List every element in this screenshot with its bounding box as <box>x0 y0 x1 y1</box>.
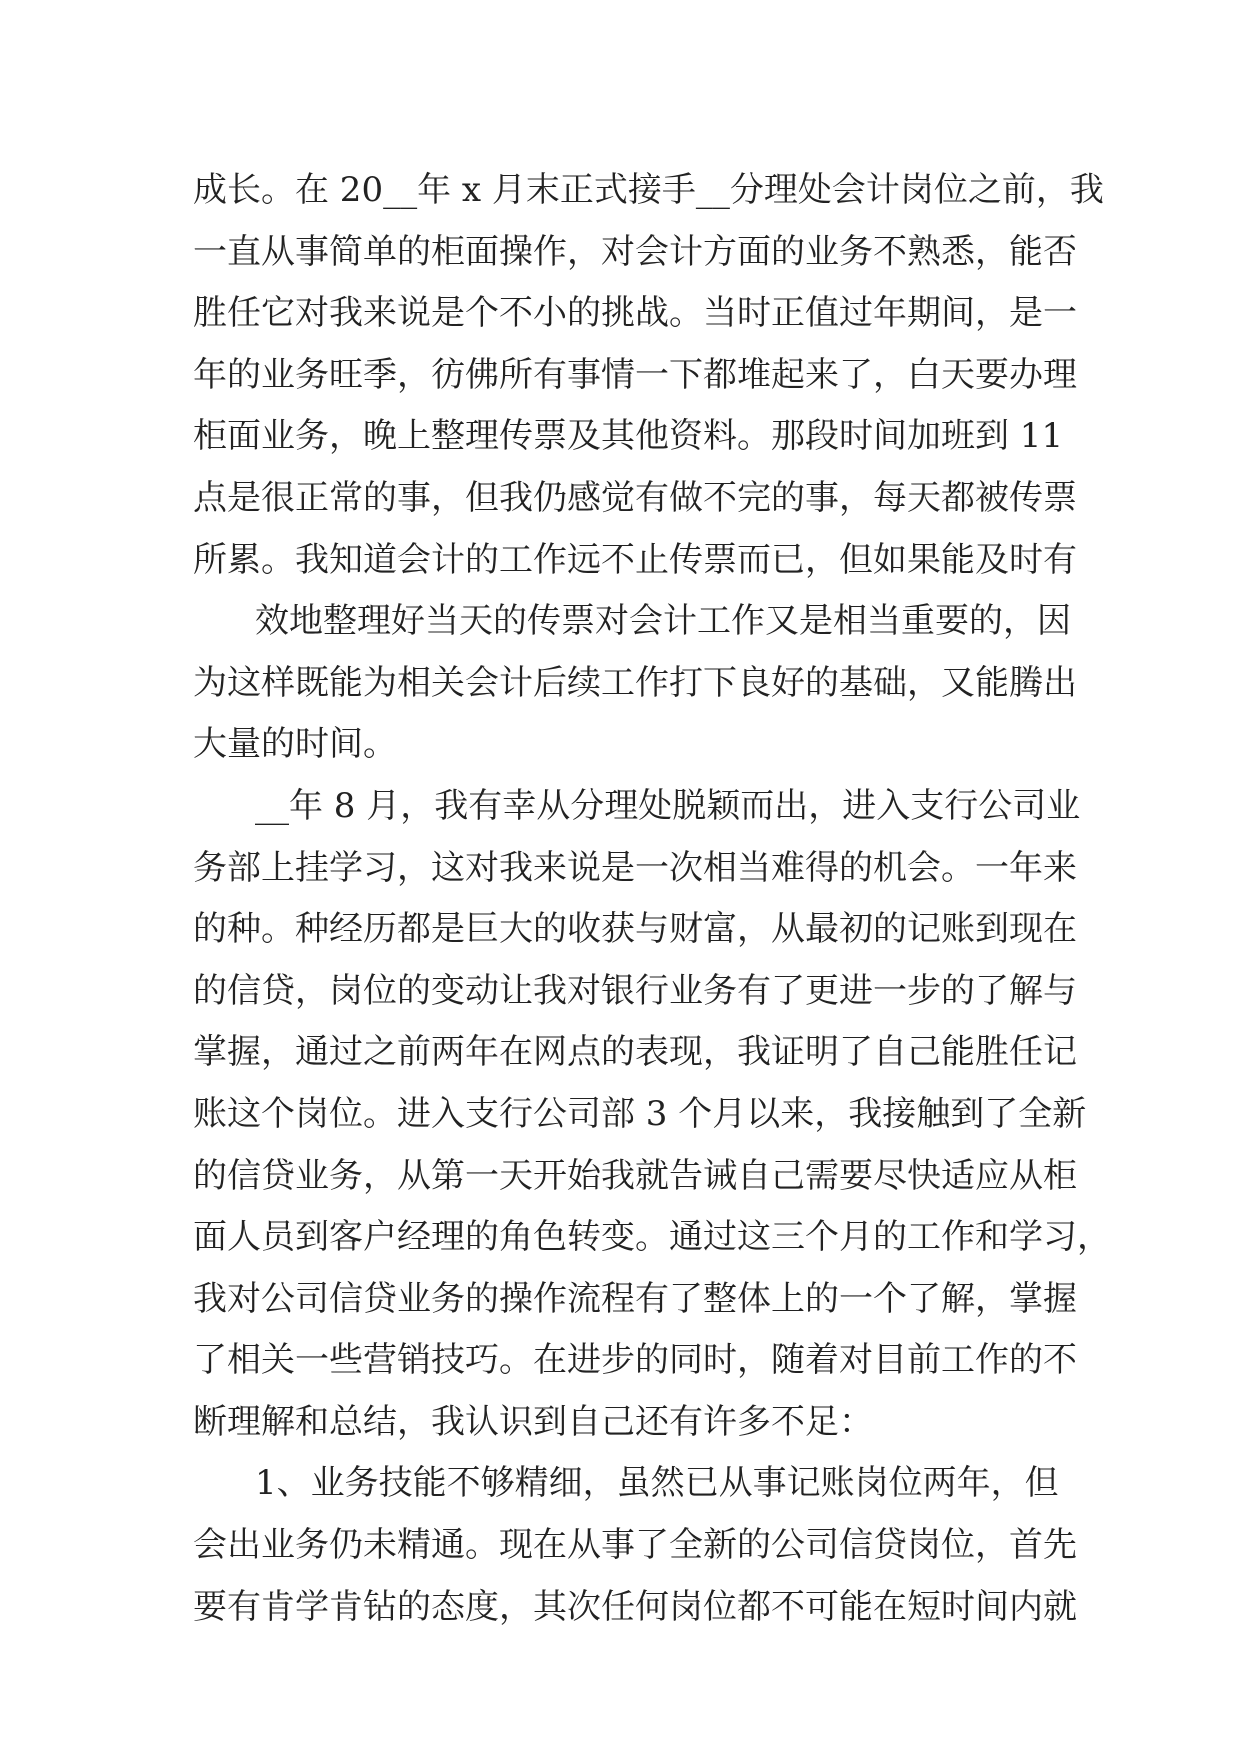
text-line: 效地整理好当天的传票对会计工作又是相当重要的，因 <box>255 601 1071 642</box>
text-line: 点是很正常的事，但我仍感觉有做不完的事，每天都被传票 <box>193 477 1077 518</box>
text-line: 我对公司信贷业务的操作流程有了整体上的一个了解，掌握 <box>193 1278 1077 1319</box>
text-line: 年的业务旺季，彷佛所有事情一下都堆起来了，白天要办理 <box>193 354 1077 395</box>
text-line: 柜面业务，晚上整理传票及其他资料。那段时间加班到 11 <box>193 416 1064 457</box>
text-line: 的信贷业务，从第一天开始我就告诫自己需要尽快适应从柜 <box>193 1155 1077 1196</box>
text-line: 大量的时间。 <box>193 724 397 765</box>
text-line: 为这样既能为相关会计后续工作打下良好的基础，又能腾出 <box>193 662 1077 703</box>
text-line: 胜任它对我来说是个不小的挑战。当时正值过年期间，是一 <box>193 293 1077 334</box>
text-line: 账这个岗位。进入支行公司部 3 个月以来，我接触到了全新 <box>193 1093 1087 1134</box>
text-line: 一直从事简单的柜面操作，对会计方面的业务不熟悉，能否 <box>193 231 1077 272</box>
text-line: 1、业务技能不够精细，虽然已从事记账岗位两年，但 <box>255 1463 1059 1504</box>
text-line: 的种。种经历都是巨大的收获与财富，从最初的记账到现在 <box>193 909 1077 950</box>
text-line: 了相关一些营销技巧。在进步的同时，随着对目前工作的不 <box>193 1340 1077 1381</box>
text-line: 断理解和总结，我认识到自己还有许多不足： <box>193 1401 873 1442</box>
text-line: 面人员到客户经理的角色转变。通过这三个月的工作和学习， <box>193 1217 1111 1258</box>
text-line: 要有肯学肯钻的态度，其次任何岗位都不可能在短时间内就 <box>193 1586 1077 1627</box>
body-text <box>193 160 1111 1638</box>
text-line: 的信贷，岗位的变动让我对银行业务有了更进一步的了解与 <box>193 970 1077 1011</box>
text-line: 会出业务仍未精通。现在从事了全新的公司信贷岗位，首先 <box>193 1525 1077 1566</box>
text-line: __年 8 月，我有幸从分理处脱颖而出，进入支行公司业 <box>255 785 1081 826</box>
text-line: 务部上挂学习，这对我来说是一次相当难得的机会。一年来 <box>193 847 1077 888</box>
text-line: 掌握，通过之前两年在网点的表现，我证明了自己能胜任记 <box>193 1032 1077 1073</box>
text-line: 成长。在 20__年 x 月末正式接手__分理处会计岗位之前，我 <box>193 170 1104 210</box>
text-line: 所累。我知道会计的工作远不止传票而已，但如果能及时有 <box>193 539 1077 580</box>
